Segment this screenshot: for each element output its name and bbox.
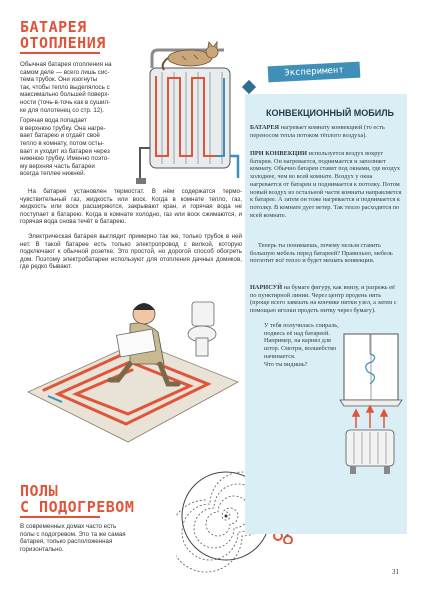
- electric-radiator-paragraph: Электрическая батарея выглядит примерно так же, только трубок в ней нет. В такой батарее есть только электропровод с вилкой, которую подключают к обычной розетке. Это простой, но дорогой способ обогреть дом. Поэтому электробатареи используют для отопления дачных домиков, где редко бывают.: [20, 233, 242, 271]
- floor-title-underline: [20, 516, 100, 518]
- draw-instructions: НАРИСУЙ на бумаге фигуру, как внизу, и разрежь её по пунктирной линии. Через центр продень нить (проще всего завязать на кончике нитки узел, а затем с помощью иголки продеть нитку через бумагу).: [250, 284, 397, 315]
- furniture-note: Теперь ты понимаешь, почему нельзя ставить большую мебель перед батареей? Правильно, мебель поглотит всё тепло и будет мешать конвекции.: [250, 242, 393, 265]
- radiator-intro-text: Обычная батарея отопления на самом деле — всего лишь сис- тема трубок. Они изогнуты так, чтобы тепло выделялось с максимально большей поверх- ности (точь-в-точь как в сушил- ке для полотенец со стр. 12). Горячая вода попадает в верхнюю трубку. Она нагре- вает батарею и отдаёт своё тепло в комнату, потом осты- вает и уходит из батареи через нижнюю трубку. Именно поэто- му верхняя часть батареи всегда теплее нижней.: [20, 61, 112, 178]
- spiral-instructions: У тебя получилась спираль, подвесь её над батареей. Например, на карниз для штор. Смотри, волшебство начинается. Что ты видишь?: [264, 322, 339, 368]
- toilet-icon: [188, 302, 216, 356]
- radiator-illustration: [132, 38, 244, 188]
- radiator-title-line2: ОТОПЛЕНИЯ: [20, 34, 106, 52]
- page-number: 31: [392, 568, 399, 576]
- man-on-heated-floor: [18, 272, 240, 452]
- floor-title-line1: ПОЛЫ: [20, 482, 59, 500]
- spiral-mobile-over-radiator: [336, 332, 404, 476]
- ribbon-fold: [242, 80, 256, 94]
- cat-on-radiator: [163, 42, 218, 70]
- floor-title-line2: С ПОДОГРЕВОМ: [20, 498, 135, 516]
- thermostat-paragraph: На батарее установлен термостат. В нём содержатся термочувствительный газ, жидкость или воск. Когда в комнате тепло, газ, жидкость или воск расширяются, закрывают кран, и горячая вода не поступает в батарею. Когда в комнате холодно, газ или воск сжимаются, и горячая вода снова течёт в батарею.: [20, 188, 242, 226]
- title-underline: [20, 52, 100, 54]
- experiment-heading: КОНВЕКЦИОННЫЙ МОБИЛЬ: [265, 108, 395, 118]
- experiment-ribbon: Эксперимент: [268, 62, 361, 83]
- convection-intro: БАТАРЕЯ нагревает комнату конвекцией (то есть переносом тепла потоком тёплого воздуха).: [250, 124, 385, 139]
- radiator-title-line1: БАТАРЕЯ: [20, 18, 87, 36]
- convection-explanation: ПРИ КОНВЕКЦИИ используется воздух вокруг батареи. Он нагревается, поднимается и заполняет комнату. Обычно батареи ставят под окнами, где воздух холоднее, чем во всей комнате. Воздух у окна нагревается от батареи и поднимается к потолку. Потом новый воздух из остальной части комнаты направляется к батарее. А затем он тоже нагревается и поднимается к потолку. В комнате дует ветер. Так тепло расходится по всей комнате.: [250, 150, 402, 219]
- heated-floor-text: В современных домах часто есть полы с подогревом. Это та же самая батарея, только расположенная горизонтально.: [20, 523, 126, 553]
